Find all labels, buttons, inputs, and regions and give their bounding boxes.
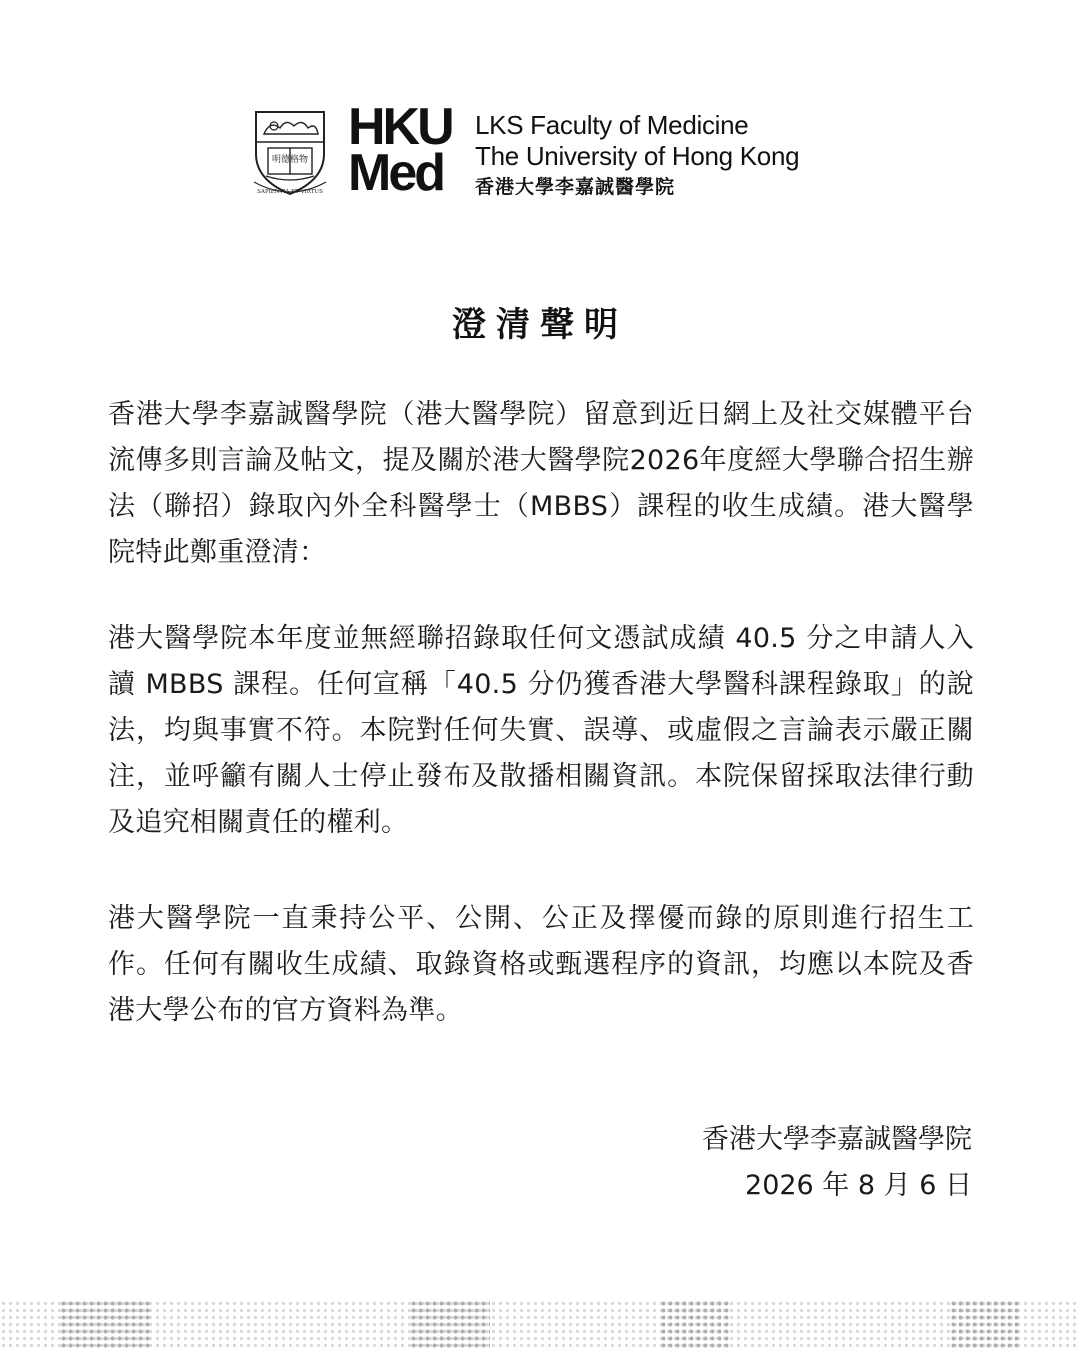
hku-med-logo-header	[250, 98, 870, 202]
crest-motto: SAPIENTIA ET VIRTUS	[257, 189, 323, 195]
crest-book-text: 明德格物	[271, 155, 309, 165]
logo-line-med: Med	[348, 144, 443, 202]
dot-cluster	[60, 1300, 150, 1350]
dot-cluster	[410, 1300, 490, 1350]
dot-cluster	[950, 1300, 1020, 1350]
dot-cluster	[660, 1300, 730, 1350]
hku-med-wordmark	[348, 98, 456, 202]
logo-line-hku: HKU	[348, 98, 452, 156]
faculty-name-zh: 香港大學李嘉誠醫學院	[475, 176, 676, 198]
dot-pattern-footer	[0, 1300, 1080, 1350]
faculty-name-en: LKS Faculty of Medicine	[475, 110, 749, 140]
statement-paragraph-1: 香港大學李嘉誠醫學院（港大醫學院）留意到近日網上及社交媒體平台流傳多則言論及帖文，提及關於港大醫學院2026年度經大學聯合招生辦法（聯招）錄取內外全科醫學士（MBBS）課程的收生成績。港大醫學院特此鄭重澄清：	[108, 399, 974, 568]
signature-date: 2026 年 8 月 6 日	[745, 1170, 972, 1201]
signature-organization: 香港大學李嘉誠醫學院	[702, 1124, 972, 1155]
faculty-name-block	[475, 110, 799, 202]
signature-block	[702, 1117, 972, 1209]
university-name-en: The University of Hong Kong	[475, 141, 800, 171]
hku-crest-icon	[250, 108, 330, 198]
statement-paragraph-2: 港大醫學院本年度並無經聯招錄取任何文憑試成績 40.5 分之申請人入讀 MBBS 課程。任何宣稱「40.5 分仍獲香港大學醫科課程錄取」的說法，均與事實不符。本院對任何失實、誤導、或虛假之言論表示嚴正關注，並呼籲有關人士停止發布及散播相關資訊。本院保留採取法律行動及追究相關責任的權利。	[108, 623, 974, 838]
statement-title: 澄清聲明	[452, 305, 628, 345]
statement-paragraph-3: 港大醫學院一直秉持公平、公開、公正及擇優而錄的原則進行招生工作。任何有關收生成績、取錄資格或甄選程序的資訊，均應以本院及香港大學公布的官方資料為準。	[108, 903, 974, 1026]
